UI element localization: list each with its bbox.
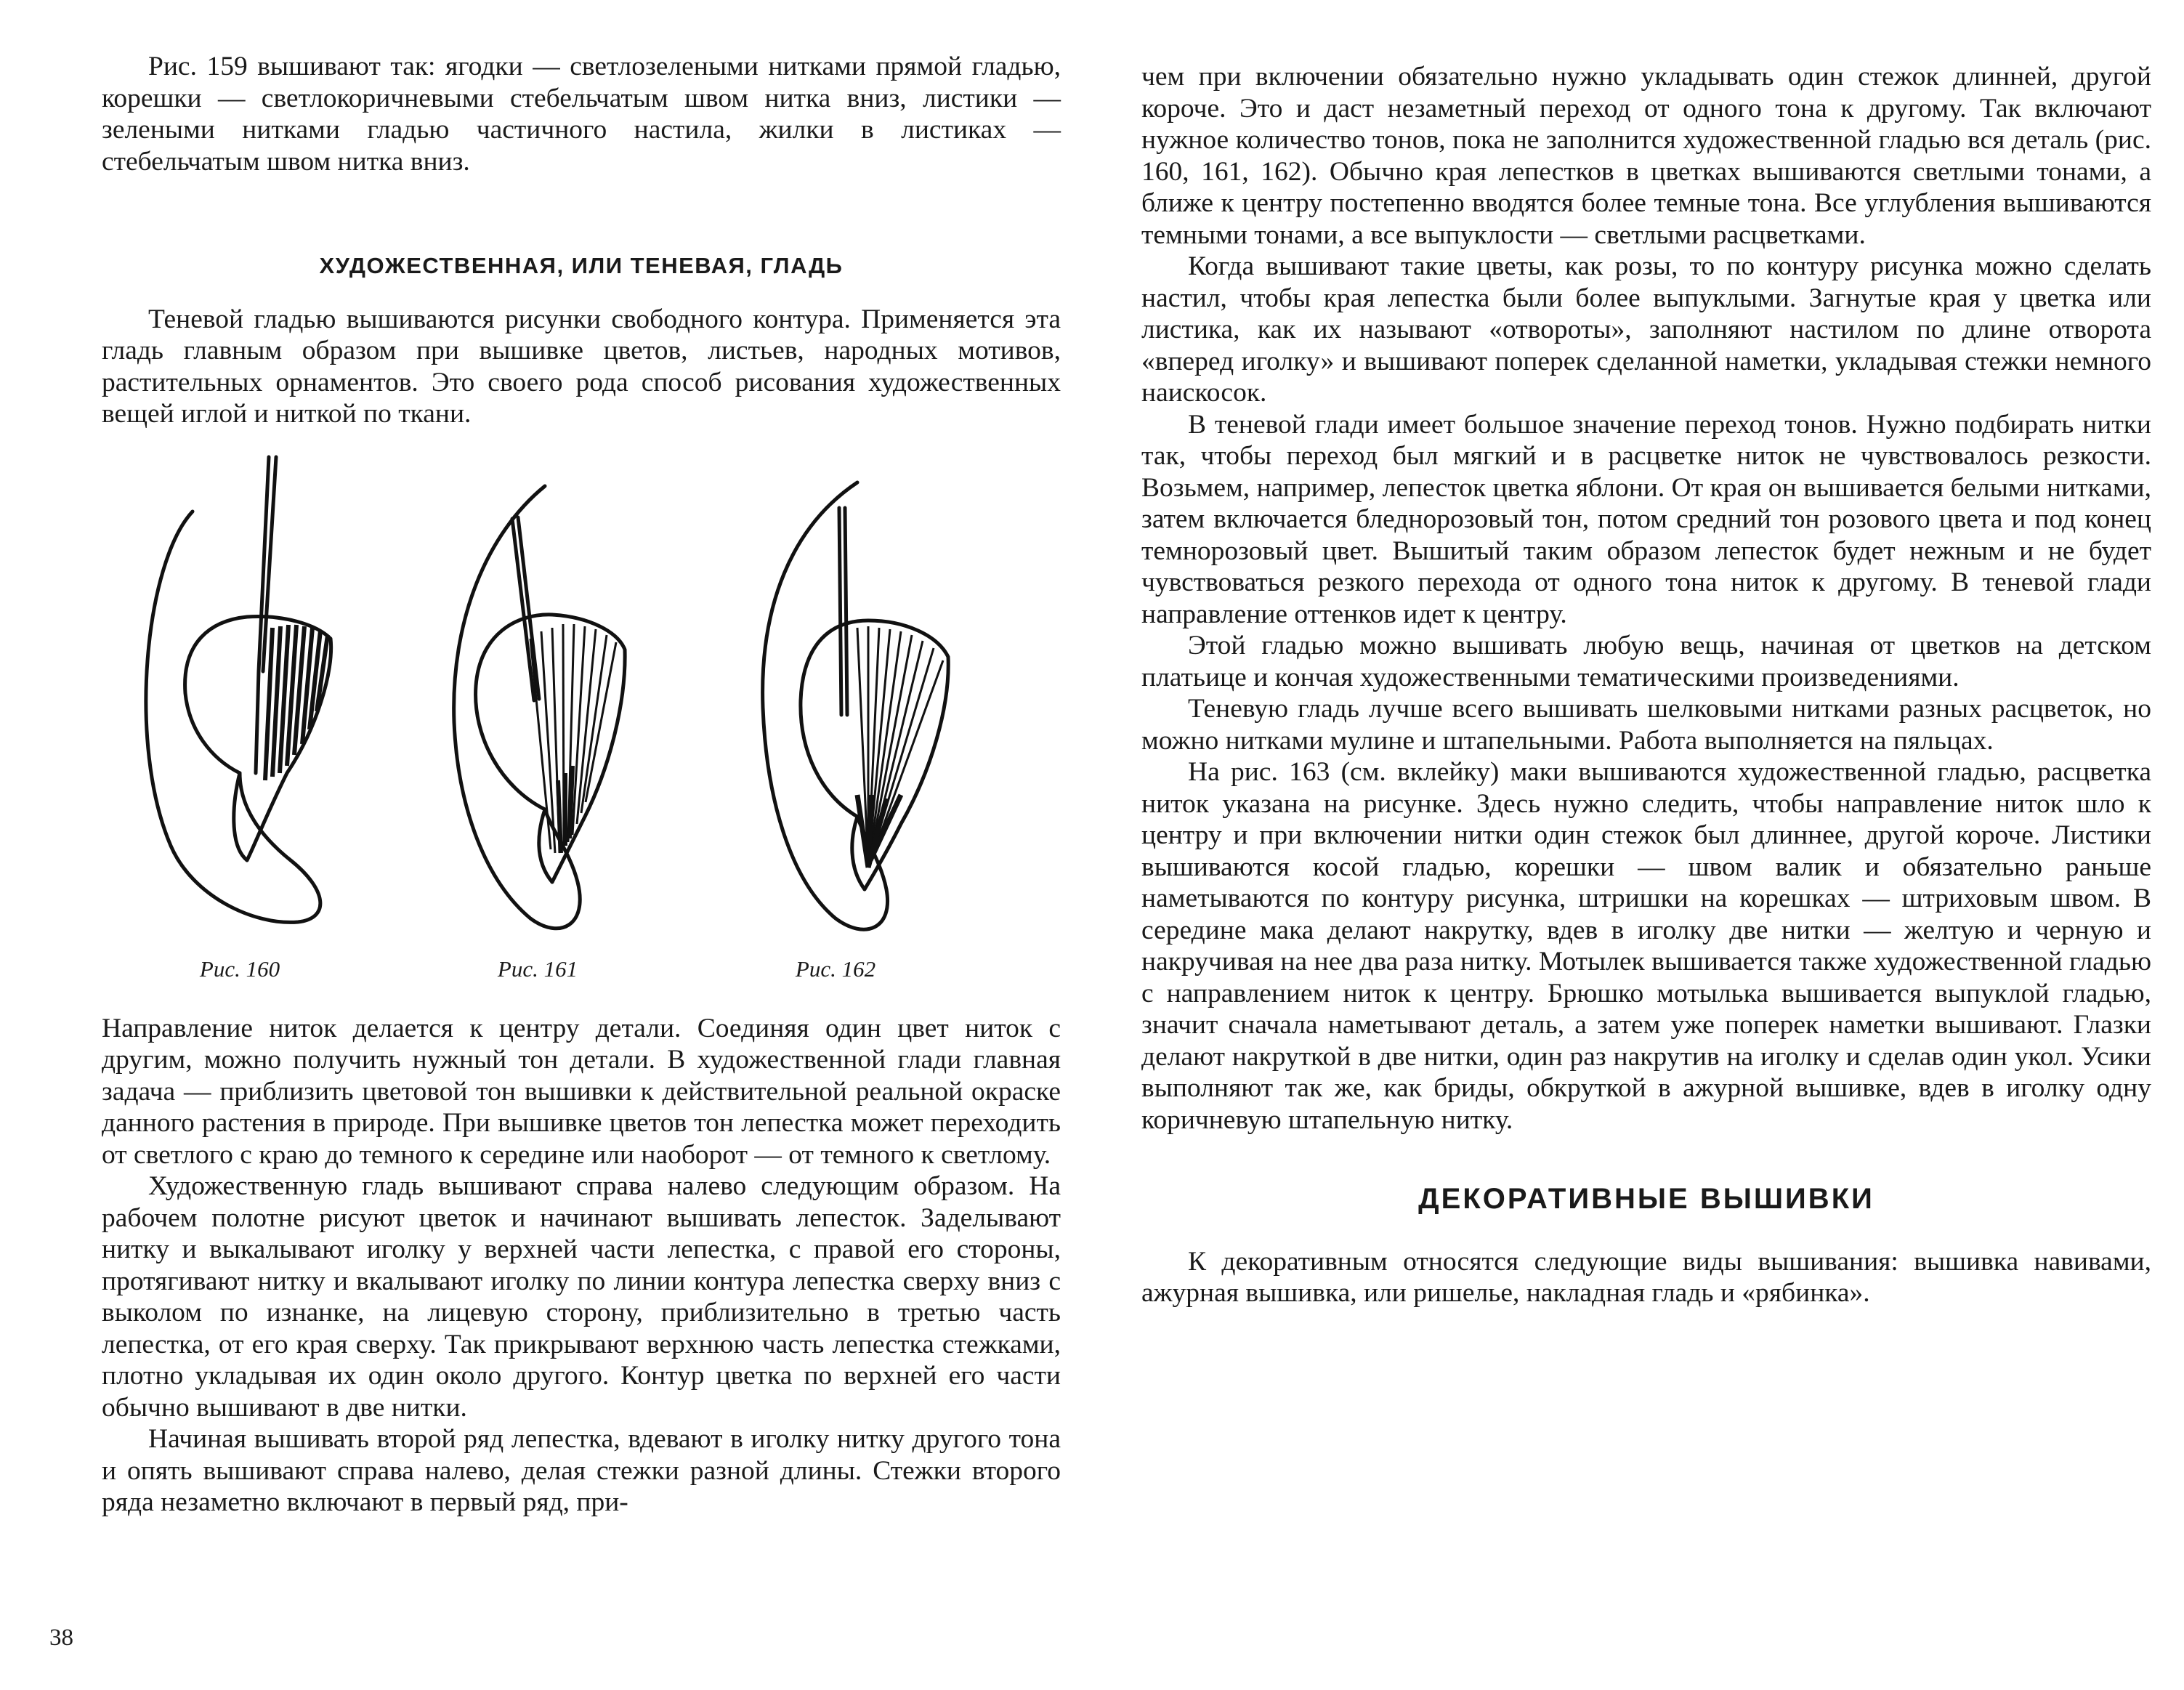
paragraph-shadow-satin-4: Начиная вышивать второй ряд лепестка, вдевают в иголку нитку другого тона и опять вышивают справа налево, делая стежки разной длины. Стежки второго ряда незаметно включают в первый ряд, при- — [102, 1424, 1061, 1517]
intro-paragraph: Рис. 159 вышивают так: ягодки — светлозелеными нитками прямой гладью, корешки — светлокоричневыми стебельчатым швом нитка вниз, листики — зелеными нитками гладью частичного настила, жилки в листиках — стебельчатым швом нитка вниз. — [102, 52, 1061, 177]
figure-160 — [131, 453, 349, 947]
paragraph-poppies: На рис. 163 (см. вклейку) маки вышиваются художественной гладью, расцветка ниток указана на рисунке. Здесь нужно следить, чтобы направление ниток шло к центру и при включении нитки один стежок был длиннее, другой короче. Листики вышиваются косой гладью, корешки — швом валик и обязательно раньше наметываются по контуру рисунка, штришки на корешках — штриховым швом. В середине мака делают накрутку, вдев в иголку две нитки — желтую и черную и накручивая на нее два раза нитку. Мотылек вышивается также художественной гладью с направлением ниток к центру. Брюшко мотылька вышивается выпуклой гладью, значит сначала наметывают деталь, а затем уже поперек наметки вышивают. Глазки делают накруткой в две нитки, один раз накрутив на иголку и сделав один укол. Усики выполняют так же, как бриды, обкруткой в ажурной вышивке, вдев в иголку одну коричневую штапельную нитку. — [1141, 757, 2151, 1135]
paragraph-shadow-satin-1: Теневой гладью вышиваются рисунки свободного контура. Применяется эта гладь главным образом при вышивке цветов, листьев, народных мотивов, растительных орнаментов. Это своего рода способ рисования художественных вещей иглой и ниткой по ткани. — [102, 304, 1061, 429]
paragraph-shadow-satin-2: Направление ниток делается к центру детали. Соединяя один цвет ниток с другим, можно получить нужный тон детали. В художественной глади главная задача — приблизить цветовой тон вышивки к действительной реальной окраске данного растения в природе. При вышивке цветов тон лепестка может переходить от светлого с краю до темного к середине или наоборот — от темного к светлому. — [102, 1013, 1061, 1170]
left-column — [102, 51, 1061, 1519]
figures-row — [102, 453, 1061, 1006]
paragraph-continuation: чем при включении обязательно нужно укладывать один стежок длинней, другой короче. Это и даст незаметный переход от одного тона к другому. Так включают нужное количество тонов, пока не заполнится художественной гладью вся деталь (рис. 160, 161, 162). Обычно края лепестков в цветках вышиваются светлыми тонами, а ближе к центру постепенно вводятся более темные тона. Все углубления вышиваются темными тонами, а все выпуклости — светлыми расцветками. — [1141, 62, 2151, 250]
caption-161: Рис. 161 — [497, 955, 578, 982]
petal-needle-illustration-162 — [748, 475, 959, 955]
section-heading-decorative: ДЕКОРАТИВНЫЕ ВЫШИВКИ — [1418, 1183, 1874, 1215]
figure-162 — [748, 475, 959, 955]
paragraph-silk-threads: Теневую гладь лучше всего вышивать шелковыми нитками разных расцветок, но можно нитками мулине и штапельными. Работа выполняется на пяльцах. — [1141, 694, 2151, 756]
paragraph-roses: Когда вышивают такие цветы, как розы, то по контуру рисунка можно сделать настил, чтобы края лепестка были более выпуклыми. Загнутые края у цветка или листика, как их называют «отвороты», заполняют настилом по длине отворота «вперед иголку» и вышивают поперек сделанной наметки, укладывая стежки немного наискосок. — [1141, 251, 2151, 408]
page-number: 38 — [49, 1625, 73, 1651]
paragraph-any-item: Этой гладью можно вышивать любую вещь, начиная от цветков на детском платьице и кончая художественными тематическими произведениями. — [1141, 631, 2151, 692]
caption-162: Рис. 162 — [795, 955, 876, 982]
petal-needle-illustration-160 — [131, 453, 349, 947]
petal-needle-illustration-161 — [443, 475, 632, 947]
paragraph-shadow-satin-3: Художественную гладь вышивают справа налево следующим образом. На рабочем полотне рисуют цветок и начинают вышивать лепесток. Заделывают нитку и выкалывают иголку у верхней части лепестка, с правой его стороны, протягивают нитку и вкалывают иголку по линии контура лепестка сверху вниз с выколом по изнанке, на лицевую сторону, приблизительно в третью часть лепестка, от его края сверху. Так прикрывают верхнюю часть лепестка стежками, плотно укладывая их один около другого. Контур цветка по верхней его части обычно вышивают в две нитки. — [102, 1171, 1061, 1423]
figure-161 — [443, 475, 632, 947]
paragraph-decorative: К декоративным относятся следующие виды вышивания: вышивка навивами, ажурная вышивка, или ришелье, накладная гладь и «рябинка». — [1141, 1246, 2151, 1308]
paragraph-tone-transition: В теневой глади имеет большое значение переход тонов. Нужно подбирать нитки так, чтобы переход был мягкий и в расцветке ниток не чувствовалось резкости. Возьмем, например, лепесток цветка яблони. От края он вышивается белыми нитками, затем включается бледнорозовый тон, потом средний тон розового цвета и под конец темнорозовый цвет. Вышитый таким образом лепесток будет нежным и не будет чувствоваться резкого перехода от одного тона ниток к другому. В теневой глади направление оттенков идет к центру. — [1141, 409, 2151, 629]
section-heading-shadow-satin: ХУДОЖЕСТВЕННАЯ, ИЛИ ТЕНЕВАЯ, ГЛАДЬ — [319, 253, 844, 278]
caption-160: Рис. 160 — [199, 955, 280, 982]
right-column — [1141, 61, 2151, 1309]
right-page — [1092, 0, 2184, 1690]
